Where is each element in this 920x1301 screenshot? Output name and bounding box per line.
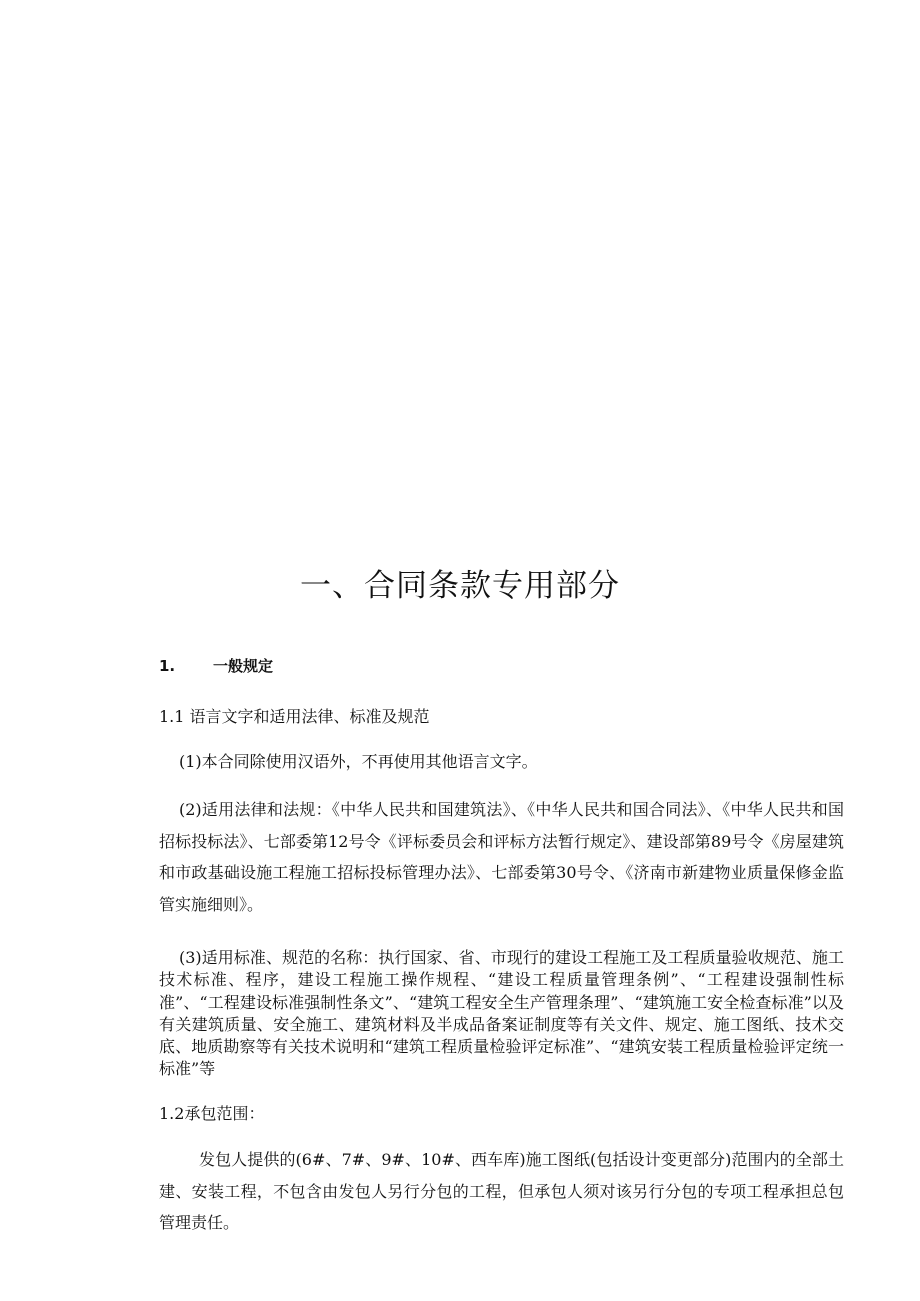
paragraph-applicable-standards: (3)适用标准、规范的名称：执行国家、省、市现行的建设工程施工及工程质量验收规范、施工技术标准、程序，建设工程施工操作规程、“建设工程质量管理条例”、“工程建设强制性标准”、“工程建设标准强制性条文”、“建筑工程安全生产管理条理”、“建筑施工安全检查标准”以及有关建筑质量、安全施工、建筑材料及半成品备案证制度等有关文件、规定、施工图纸、技术交底、地质勘察等有关技术说明和“建筑工程质量检验评定标准”、“建筑安装工程质量检验评定统一标准”等 (159, 948, 844, 1079)
subsection-heading-contract-scope: 1.2承包范围： (159, 1104, 265, 1123)
document-title: 一、合同条款专用部分 (300, 568, 620, 604)
section-number: 1. (159, 657, 176, 675)
paragraph-language: (1)本合同除使用汉语外，不再使用其他语言文字。 (179, 752, 538, 771)
subsection-heading-language-and-law: 1.1 语言文字和适用法律、标准及规范 (159, 707, 430, 726)
paragraph-applicable-laws: (2)适用法律和法规：《中华人民共和国建筑法》、《中华人民共和国合同法》、《中华人民共和国招标投标法》、七部委第12号令《评标委员会和评标方法暂行规定》、建设部第89号令《房屋建筑和市政基础设施工程施工招标投标管理办法》、七部委第30号令、《济南市新建物业质量保修金监管实施细则》。 (159, 800, 844, 914)
paragraph-contract-scope: 发包人提供的(6#、7#、9#、10#、西车库)施工图纸(包括设计变更部分)范围内的全部土建、安装工程，不包含由发包人另行分包的工程，但承包人须对该另行分包的专项工程承担总包管理责任。 (159, 1150, 844, 1232)
section-label: 一般规定 (213, 657, 274, 675)
section-heading-general-provisions (159, 655, 273, 676)
